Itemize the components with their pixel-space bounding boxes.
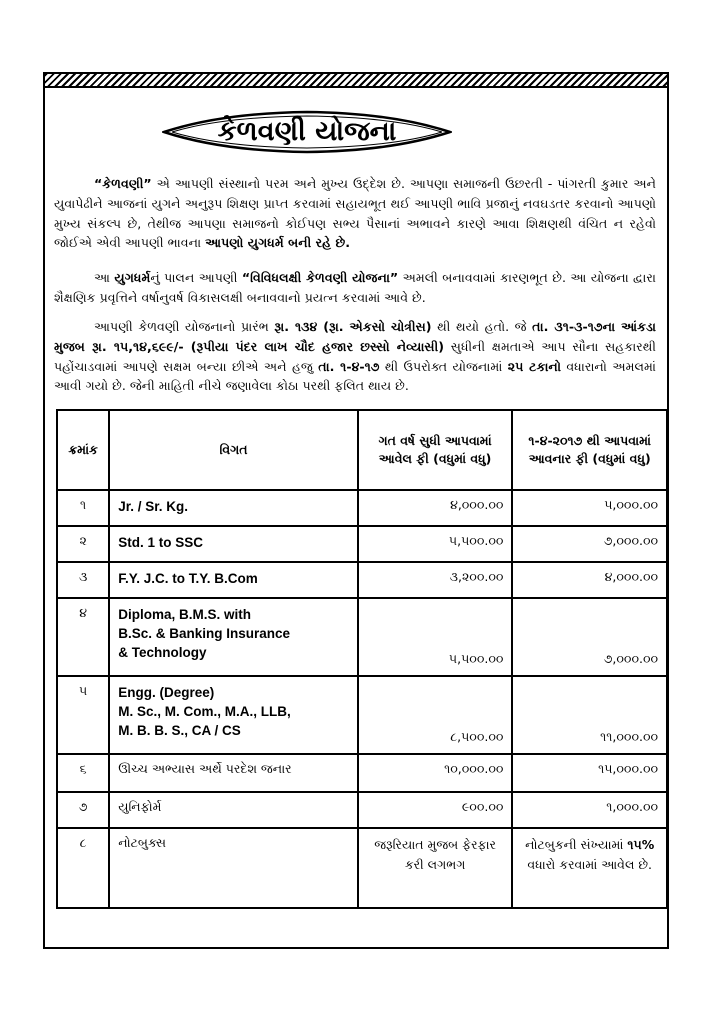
fee-table bbox=[56, 409, 668, 909]
title-banner bbox=[162, 109, 452, 155]
para3-bold-1: રૂા. ૧૩૪ (રૂા. એકસો ચોત્રીસ) bbox=[274, 319, 432, 334]
detail-line: B.Sc. & Banking Insurance bbox=[118, 626, 291, 641]
para3-text-4: થી ઉપરોક્ત યોજનામાં bbox=[379, 358, 508, 374]
detail-line: Diploma, B.M.S. with bbox=[118, 607, 251, 622]
row-sr: ૮ bbox=[57, 828, 109, 908]
para2-bold-1: યુગધર્મ bbox=[114, 270, 151, 285]
row-new-fee: ૧૧,૦૦૦.૦૦ bbox=[512, 676, 667, 754]
intro-paragraph bbox=[54, 174, 656, 253]
header-detail: વિગત bbox=[109, 410, 358, 490]
row-sr: ૭ bbox=[57, 792, 109, 828]
row-prev-fee: ૪,૦૦૦.૦૦ bbox=[358, 490, 513, 526]
detail-line: & Technology bbox=[118, 645, 207, 660]
row-new-fee: ૧,૦૦૦.૦૦ bbox=[512, 792, 667, 828]
row-sr: ૧ bbox=[57, 490, 109, 526]
row-sr: ૬ bbox=[57, 754, 109, 792]
para3-bold-2: તા. ૩૧-૩-૧૭ના આંકડા મુજબ રૂા. ૧૫,૧૪,૬૯૯/- (રૂપીયા પંદર લાખ ચૌદ હજાર છસ્સો નેવ્યાસી) bbox=[54, 319, 656, 354]
row-detail: Jr. / Sr. Kg. bbox=[109, 490, 358, 526]
row-detail: નોટબુક્સ bbox=[109, 828, 358, 908]
row-prev-fee: ૫,૫૦૦.૦૦ bbox=[358, 598, 513, 676]
para1-text: એ આપણી સંસ્થાનો પરમ અને મુખ્ય ઉદ્દેશ છે. આપણા સમાજની ઉછરતી - પાંગરતી કુમાર અને યુવાપેઢીને આજનાં યુગને અનુરૂપ શિક્ષણ પ્રાપ્ત કરવામાં સહાયભૂત થઈ આપણી ભાવિ પ્રજાનું નવઘડતર કરવાનો આપણો મુખ્ય સંકલ્પ છે, તેથીજ આપણા સમાજનો કોઈપણ સભ્ય પૈસાનાં અભાવને કારણે આવા શિક્ષણથી વંચિત ન રહેવો જોઈએ એવી આપણી ભાવના bbox=[54, 176, 656, 251]
para3-text-2: થી થયો હતો. જે bbox=[431, 319, 533, 334]
para2-text-1: આ bbox=[94, 270, 115, 285]
table-row bbox=[57, 676, 667, 754]
para3-bold-3: તા. ૧-૪-૧૭ bbox=[318, 358, 380, 374]
header-new-fee: ૧-૪-૨૦૧૭ થી આપવામાં આવનાર ફી (વધુમાં વધુ) bbox=[512, 410, 667, 490]
row-sr: ૪ bbox=[57, 598, 109, 676]
row-detail: ઊચ્ચ અભ્યાસ અર્થે પરદેશ જનાર bbox=[109, 754, 358, 792]
para3-text-1: આપણી કેળવણી યોજનાનો પ્રારંભ bbox=[94, 319, 275, 334]
table-row bbox=[57, 792, 667, 828]
row-new-fee bbox=[512, 828, 667, 908]
row-new-fee: ૭,૦૦૦.૦૦ bbox=[512, 526, 667, 562]
row-sr: ૨ bbox=[57, 526, 109, 562]
table-header-row bbox=[57, 410, 667, 490]
page-title: કેળવણી યોજના bbox=[217, 116, 397, 147]
row-sr: ૫ bbox=[57, 676, 109, 754]
table-row bbox=[57, 526, 667, 562]
table-row bbox=[57, 562, 667, 598]
para3-bold-4: ૨૫ ટકાનો bbox=[507, 358, 561, 374]
para2-bold-2: “વિવિધલક્ષી કેળવણી યોજના” bbox=[241, 270, 399, 285]
para2-text-2: નું પાલન આપણી bbox=[150, 270, 242, 285]
row-prev-fee: ૮,૫૦૦.૦૦ bbox=[358, 676, 513, 754]
para3-text-5: વધારાનો અમલમાં આવી ગયો છે. જેની માહિતી નીચે જણાવેલા કોઠા પરથી ફલિત થાય છે. bbox=[54, 358, 656, 394]
row-new-fee: ૪,૦૦૦.૦૦ bbox=[512, 562, 667, 598]
table-row bbox=[57, 754, 667, 792]
header-prev-fee: ગત વર્ષ સુધી આપવામાં આવેલ ફી (વધુમાં વધુ) bbox=[358, 410, 513, 490]
keyword-kelavani: “કેળવણી” bbox=[94, 176, 152, 191]
row-sr: ૩ bbox=[57, 562, 109, 598]
row-detail: Std. 1 to SSC bbox=[109, 526, 358, 562]
table-row bbox=[57, 490, 667, 526]
new-fee-text-end: વધારો કરવામાં આવેલ છે. bbox=[527, 857, 653, 872]
row-prev-fee: ૯૦૦.૦૦ bbox=[358, 792, 513, 828]
table-row bbox=[57, 828, 667, 908]
row-new-fee: ૭,૦૦૦.૦૦ bbox=[512, 598, 667, 676]
scheme-paragraph bbox=[54, 268, 656, 308]
row-prev-fee: ૩,૨૦૦.૦૦ bbox=[358, 562, 513, 598]
table-row bbox=[57, 598, 667, 676]
new-fee-text: નોટબુકની સંખ્યામાં bbox=[525, 837, 624, 852]
detail-line: M. B. B. S., CA / CS bbox=[118, 723, 241, 738]
row-prev-fee: જરૂરિયાત મુજબ ફેરફાર કરી લગભગ bbox=[358, 828, 513, 908]
row-detail: F.Y. J.C. to T.Y. B.Com bbox=[109, 562, 358, 598]
new-fee-percent: ૧૫% bbox=[627, 837, 655, 852]
para3-text-3: સુધીની ક્ષમતાએ આપ સૌના સહકારથી પહોંચાડવામાં આપણે સક્ષમ બન્યા છીએ અને હજુ bbox=[54, 338, 656, 374]
row-detail bbox=[109, 598, 358, 676]
history-paragraph bbox=[54, 317, 656, 396]
detail-line: M. Sc., M. Com., M.A., LLB, bbox=[118, 704, 291, 719]
row-new-fee: ૧૫,૦૦૦.૦૦ bbox=[512, 754, 667, 792]
row-detail bbox=[109, 676, 358, 754]
para1-bold: આપણો યુગધર્મ બની રહે છે. bbox=[205, 235, 350, 251]
row-detail: યુનિફોર્મ bbox=[109, 792, 358, 828]
header-sr: ક્રમાંક bbox=[57, 410, 109, 490]
row-new-fee: ૫,૦૦૦.૦૦ bbox=[512, 490, 667, 526]
para2-text-3: અમલી બનાવવામાં કારણભૂત છે. આ યોજના દ્વારા શૈક્ષણિક પ્રવૃત્તિને વર્ષાનુવર્ષ વિકાસલક્ષી બનાવવાનો પ્રયત્ન કરવામાં આવે છે. bbox=[54, 270, 656, 305]
detail-line: Engg. (Degree) bbox=[118, 685, 215, 700]
row-prev-fee: ૫,૫૦૦.૦૦ bbox=[358, 526, 513, 562]
row-prev-fee: ૧૦,૦૦૦.૦૦ bbox=[358, 754, 513, 792]
decorative-border-band bbox=[45, 74, 667, 88]
